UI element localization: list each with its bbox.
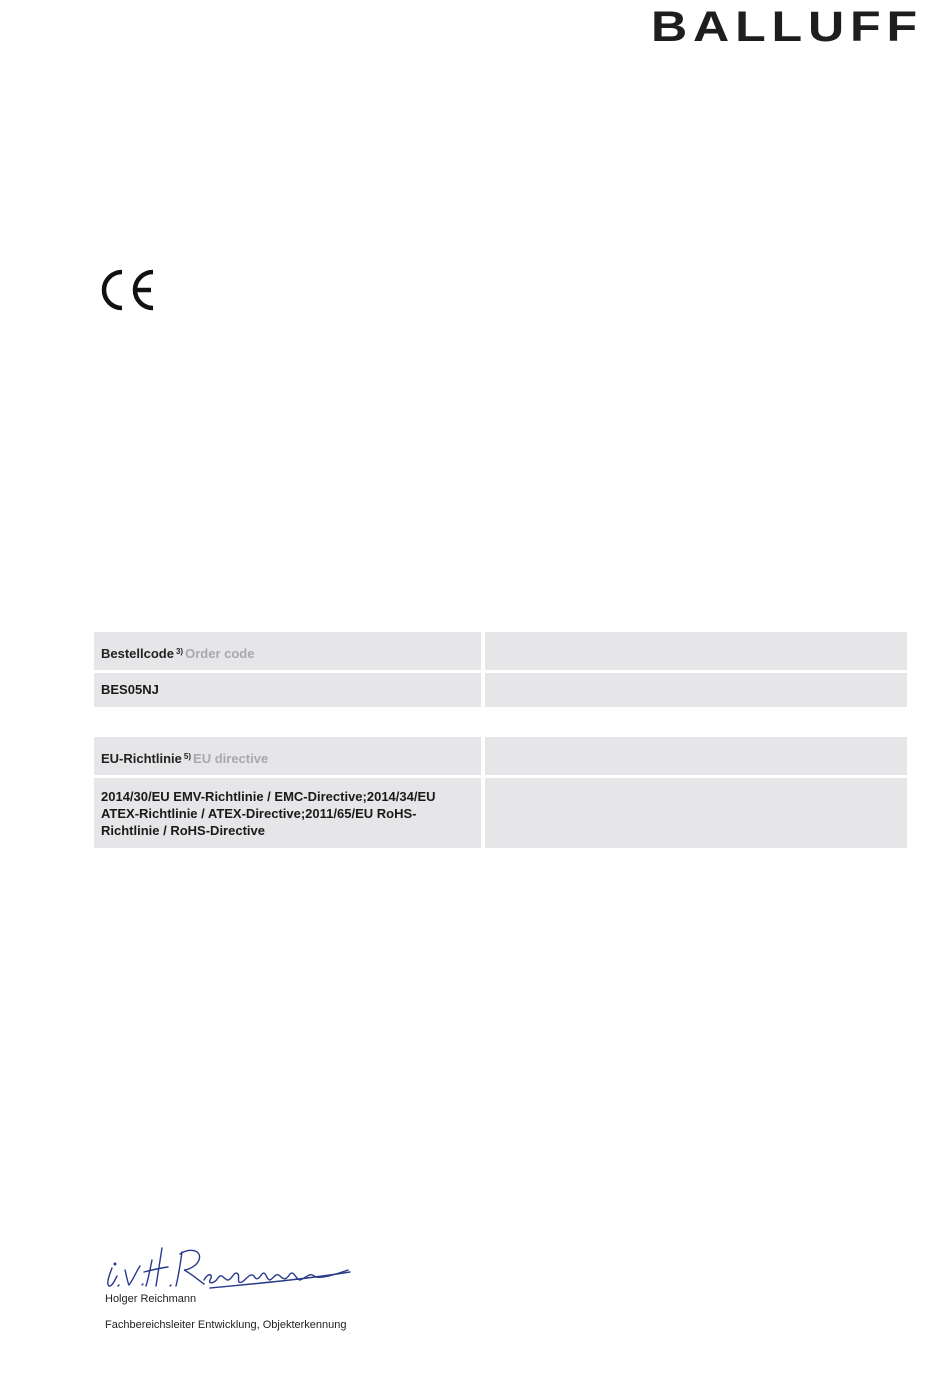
signatory-role: Fachbereichsleiter Entwicklung, Objekterkennung — [105, 1319, 347, 1331]
logo-text: BALLUFF — [651, 8, 923, 44]
eu-directive-label-en: EU directive — [193, 751, 269, 766]
handwritten-signature — [100, 1240, 360, 1296]
eu-directive-line: Richtlinie / RoHS-Directive — [101, 823, 265, 838]
eu-directive-header-empty-cell — [485, 737, 907, 775]
eu-directive-value-row — [94, 778, 907, 848]
eu-directive-label-de: EU-Richtlinie — [101, 751, 182, 766]
order-code-header-row — [94, 632, 907, 670]
order-code-footnote: 3) — [175, 647, 184, 656]
eu-directive-footnote: 5) — [183, 752, 192, 761]
eu-directive-line: ATEX-Richtlinie / ATEX-Directive;2011/65/EU RoHS- — [101, 806, 417, 821]
eu-directive-table — [94, 737, 907, 851]
eu-directive-header-row — [94, 737, 907, 775]
order-code-header-empty-cell — [485, 632, 907, 670]
order-code-label-en: Order code — [185, 646, 255, 661]
order-code-header — [94, 632, 481, 670]
eu-directive-value-empty-cell — [485, 778, 907, 848]
order-code-value-empty-cell — [485, 673, 907, 707]
order-code-value: BES05NJ — [94, 673, 481, 707]
eu-directive-line: 2014/30/EU EMV-Richtlinie / EMC-Directive;2014/34/EU — [101, 789, 436, 804]
signatory-name: Holger Reichmann — [105, 1293, 197, 1305]
order-code-label-de: Bestellcode — [101, 646, 174, 661]
eu-directive-header — [94, 737, 481, 775]
eu-directive-value — [94, 778, 481, 848]
order-code-table — [94, 632, 907, 710]
balluff-logo — [651, 8, 925, 44]
ce-mark-icon — [95, 268, 157, 312]
order-code-value-row — [94, 673, 907, 707]
